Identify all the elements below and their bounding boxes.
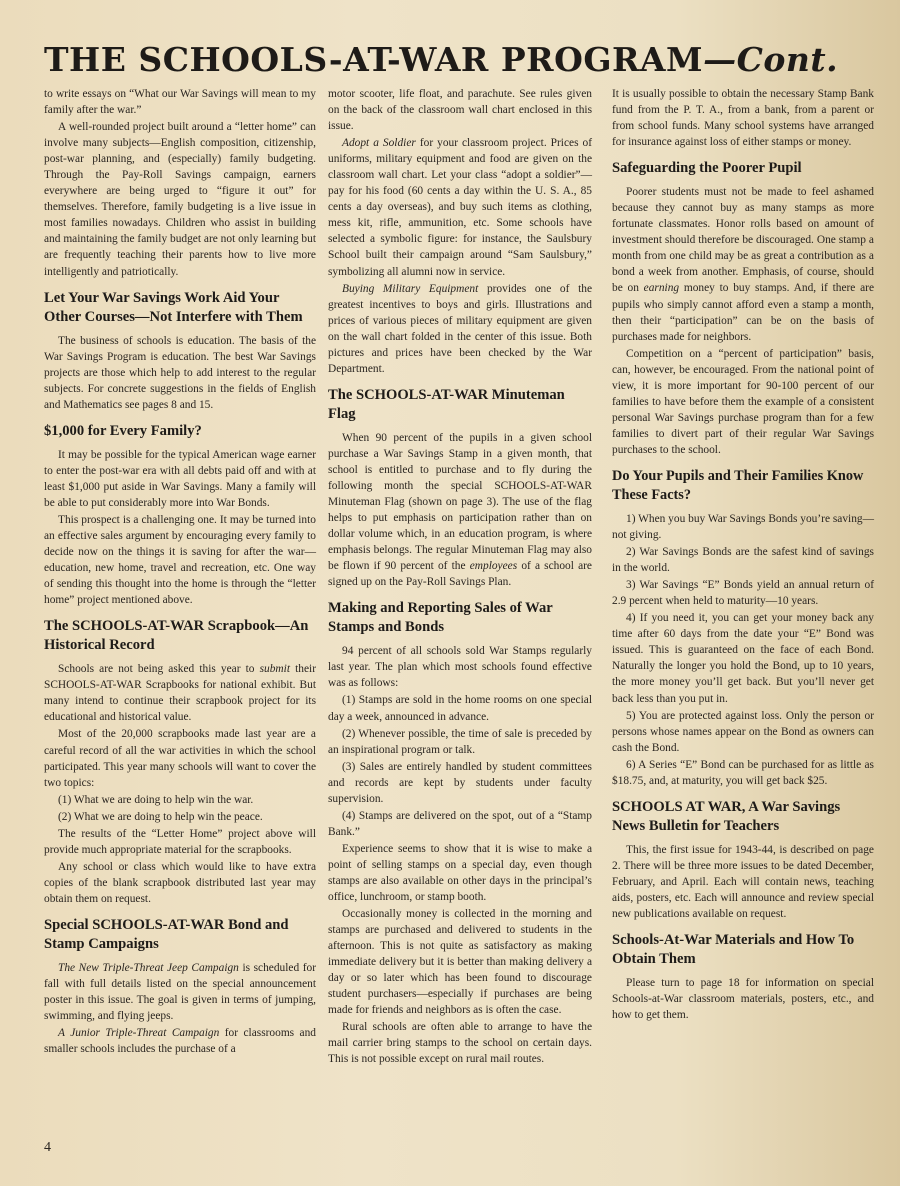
paragraph: Please turn to page 18 for information on special Schools-at-War classroom materials, posters, etc., and how to get them. — [612, 977, 874, 1022]
paragraph: This prospect is a challenging one. It may be turned into an effective sales argument by encouraging every family to decide now on the things it is saving for after the war—education, new home, travel and recreation, etc. One way of sending this thought into the home is through the “letter home” project mentioned above. — [44, 513, 316, 607]
text-run: their SCHOOLS-AT-WAR Scrapbooks for national exhibit. But many intend to continue their scrapbook project for its educational and historical value. — [44, 663, 316, 724]
paragraph: The results of the “Letter Home” project above will provide much appropriate material for the scrapbooks. — [44, 827, 316, 856]
section-heading: SCHOOLS AT WAR, A War Savings News Bulletin for Teachers — [612, 798, 841, 834]
section-heading: Safeguarding the Poorer Pupil — [612, 160, 802, 177]
page-title — [44, 40, 884, 79]
paragraph: Competition on a “percent of participation” basis, can, however, be encouraged. From the national point of view, it is more important for 90-100 percent of our families to have before them the example of a consistent personal War Savings purchase program than for a few families to divert part of their regular War Savings purchases to the school. — [612, 347, 874, 456]
paragraph — [44, 960, 316, 1024]
column-1 — [44, 86, 316, 1058]
section-heading: The SCHOOLS-AT-WAR Minuteman Flag — [328, 386, 565, 422]
paragraph: This, the first issue for 1943-44, is described on page 2. There will be three more issues to be dated December, February, and April. Each will contain news, teaching aids, posters, etc. Each will announce and review special new publications available on request. — [612, 843, 874, 920]
paragraph: Any school or class which would like to have extra copies of the blank scrapbook distributed last year may obtain them on request. — [44, 860, 316, 905]
paragraph: Experience seems to show that it is wise to make a point of selling stamps on a special day, even though stamps are also available on other days in the principal’s office, lunchroom, or stamp booth. — [328, 842, 592, 904]
paragraph: to write essays on “What our War Savings will mean to my family after the war.” — [44, 88, 316, 117]
list-item: (4) Stamps are delivered on the spot, out of a “Stamp Bank.” — [328, 809, 592, 838]
paragraph — [44, 1025, 316, 1057]
section-heading: $1,000 for Every Family? — [44, 422, 202, 439]
list-item: (1) Stamps are sold in the home rooms on one special day a week, announced in advance. — [328, 694, 592, 723]
emphasis: Buying Military Equipment — [342, 282, 479, 295]
list-item: (1) What we are doing to help win the war. — [58, 793, 254, 806]
section-heading: Making and Reporting Sales of War Stamps and Bonds — [328, 600, 553, 636]
list-item: 4) If you need it, you can get your money back any time after 60 days from the date your “E” Bond was issued. This is guaranteed on the face of each Bond. Naturally the longer you hold the Bond, up to 10 years, the more money you’ll get back. But you’ll never get back less than you put in. — [612, 612, 874, 705]
paragraph — [44, 661, 316, 725]
paragraph: The business of schools is education. The basis of the War Savings Program is education. The best War Savings projects are those which help to add interest to the regular subjects. For concrete suggestions in the fields of English and Mathematics see pages 8 and 15. — [44, 334, 316, 411]
emphasis: employees — [469, 560, 518, 573]
emphasis: submit — [259, 663, 290, 676]
list-item: (2) What we are doing to help win the peace. — [58, 810, 263, 823]
text-run: When 90 percent of the pupils in a given school purchase a War Savings Stamp in a given month, that school is entitled to purchase and to fly during the following month the special SCHOOLS-AT-WAR Minuteman Flag (shown on page 3). The use of the flag helps to put emphasis on participation rather than on dollar volume which, in an education program, is where emphasis belongs. The regular Minuteman Flag may also be flown if 90 percent of the — [328, 431, 592, 573]
paragraph — [328, 281, 592, 377]
page-number: 4 — [44, 1140, 51, 1155]
paragraph — [612, 184, 874, 344]
text-run: of a school are signed up on the Pay-Roll Savings Plan. — [328, 560, 592, 589]
emphasis: Adopt a Soldier — [342, 137, 416, 150]
paragraph: Most of the 20,000 scrapbooks made last year are a careful record of all the war activities in which the school participated. This year many schools will want to cover the two topics: — [44, 728, 316, 789]
title-main: THE SCHOOLS-AT-WAR PROGRAM — [44, 40, 704, 79]
list-item: 3) War Savings “E” Bonds yield an annual return of 2.9 percent when held to maturity—10 years. — [612, 579, 874, 608]
text-run: Schools are not being asked this year to — [58, 663, 260, 676]
emphasis: The New Triple-Threat Jeep Campaign — [58, 961, 239, 974]
column-3 — [612, 86, 874, 1024]
paragraph: Occasionally money is collected in the morning and stamps are purchased and delivered to students in the afternoon. This is not quite as satisfactory as making immediate delivery but it is better than making delivery a day or so later which has been found to discourage student purchasers—especially if purchases are being made for friends and neighbors as is often the case. — [328, 908, 592, 1017]
list-item: 2) War Savings Bonds are the safest kind of savings in the world. — [612, 546, 874, 575]
text-run: for your classroom project. Prices of uniforms, military equipment and food are given on the classroom wall chart. Let your class “adopt a soldier”—pay for his food (60 cents a day within the U. S. A., 85 cents a day overseas), and buy such items as clothing, mess kit, rifle, ammunition, etc. Some schools have selected a symbolic figure: for instance, the Saulsbury School built their campaign around “Sam Saulsbury,” symbolizing all alumni now in service. — [328, 137, 592, 278]
section-heading: Do Your Pupils and Their Families Know These Facts? — [612, 467, 864, 503]
paragraph — [328, 430, 592, 590]
text-run: for classrooms and smaller schools includes the purchase of a — [44, 1027, 317, 1056]
list-item: 6) A Series “E” Bond can be purchased for as little as $18.75, and, at maturity, you will get back $25. — [612, 758, 874, 787]
text-run: is scheduled for fall with full details listed on the special announcement poster in this issue. The goal is given in terms of jumping, swimming, and flying jeeps. — [44, 961, 317, 1023]
title-continued: —Cont. — [703, 40, 839, 79]
paragraph: 94 percent of all schools sold War Stamps regularly last year. The plan which most schools found effective was as follows: — [328, 645, 592, 690]
list-item: (3) Sales are entirely handled by student committees and records are kept by students under faculty supervision. — [328, 760, 592, 805]
section-heading: Special SCHOOLS-AT-WAR Bond and Stamp Campaigns — [44, 916, 289, 952]
paragraph: It may be possible for the typical American wage earner to enter the post-war era with all debts paid off and with at least $1,000 put aside in War Savings. Many a family will be able to put considerably more into War Bonds. — [44, 448, 316, 509]
emphasis: earning — [643, 282, 680, 295]
paragraph: A well-rounded project built around a “letter home” can involve many subjects—English composition, citizenship, post-war planning, and (especially) family budgeting. Through the Pay-Roll Savings campaign, earners everywhere are being urged to “figure it out” for themselves. Therefore, family budgeting is a live issue in most families nowadays. Children who assist in building and maintaining the family budget are not only learning but are frequently teaching their parents how to live more intelligently and patriotically. — [44, 121, 316, 278]
section-heading: Schools-At-War Materials and How To Obtain Them — [612, 932, 855, 968]
text-run: provides one of the greatest incentives to boys and girls. Illustrations and prices of various pieces of military equipment are given on the wall chart folded in the center of this issue. Both pictures and prices have been checked by the War Department. — [328, 282, 592, 375]
paragraph: motor scooter, life float, and parachute. See rules given on the back of the classroom wall chart enclosed in this issue. — [328, 88, 592, 133]
emphasis: A Junior Triple-Threat Campaign — [58, 1027, 220, 1040]
section-heading: The SCHOOLS-AT-WAR Scrapbook—An Historical Record — [44, 618, 309, 654]
paragraph — [328, 135, 592, 279]
paragraph: Rural schools are often able to arrange to have the mail carrier bring stamps to the school on certain days. This is not possible except on rural mail routes. — [328, 1021, 592, 1066]
text-run: Poorer students must not be made to feel ashamed because they cannot buy as many stamps as more fortunate classmates. Honor rolls based on amount of investment should therefore be discouraged. One stamp a month from one child may be as great a contribution as a bond a week from another. Emphasis, of course, should be on — [612, 186, 874, 295]
list-item: 1) When you buy War Savings Bonds you’re saving—not giving. — [612, 512, 874, 542]
text-run: money to buy stamps. And, if there are pupils who simply cannot afford even a stamp a month, then their “participation” can be on the basis of purchases made for neighbors. — [612, 282, 874, 343]
list-item: (2) Whenever possible, the time of sale is preceded by an inspirational program or talk. — [328, 727, 592, 756]
section-heading: Let Your War Savings Work Aid Your Other Courses—Not Interfere with Them — [44, 289, 303, 325]
column-2 — [328, 86, 592, 1069]
paragraph: It is usually possible to obtain the necessary Stamp Bank fund from the P. T. A., from a bank, from a parent or from school funds. Many school systems have arranged for insurance against loss of either stamps or money. — [612, 88, 874, 149]
list-item: 5) You are protected against loss. Only the person or persons whose names appear on the Bond as owners can cash the Bond. — [612, 709, 874, 754]
